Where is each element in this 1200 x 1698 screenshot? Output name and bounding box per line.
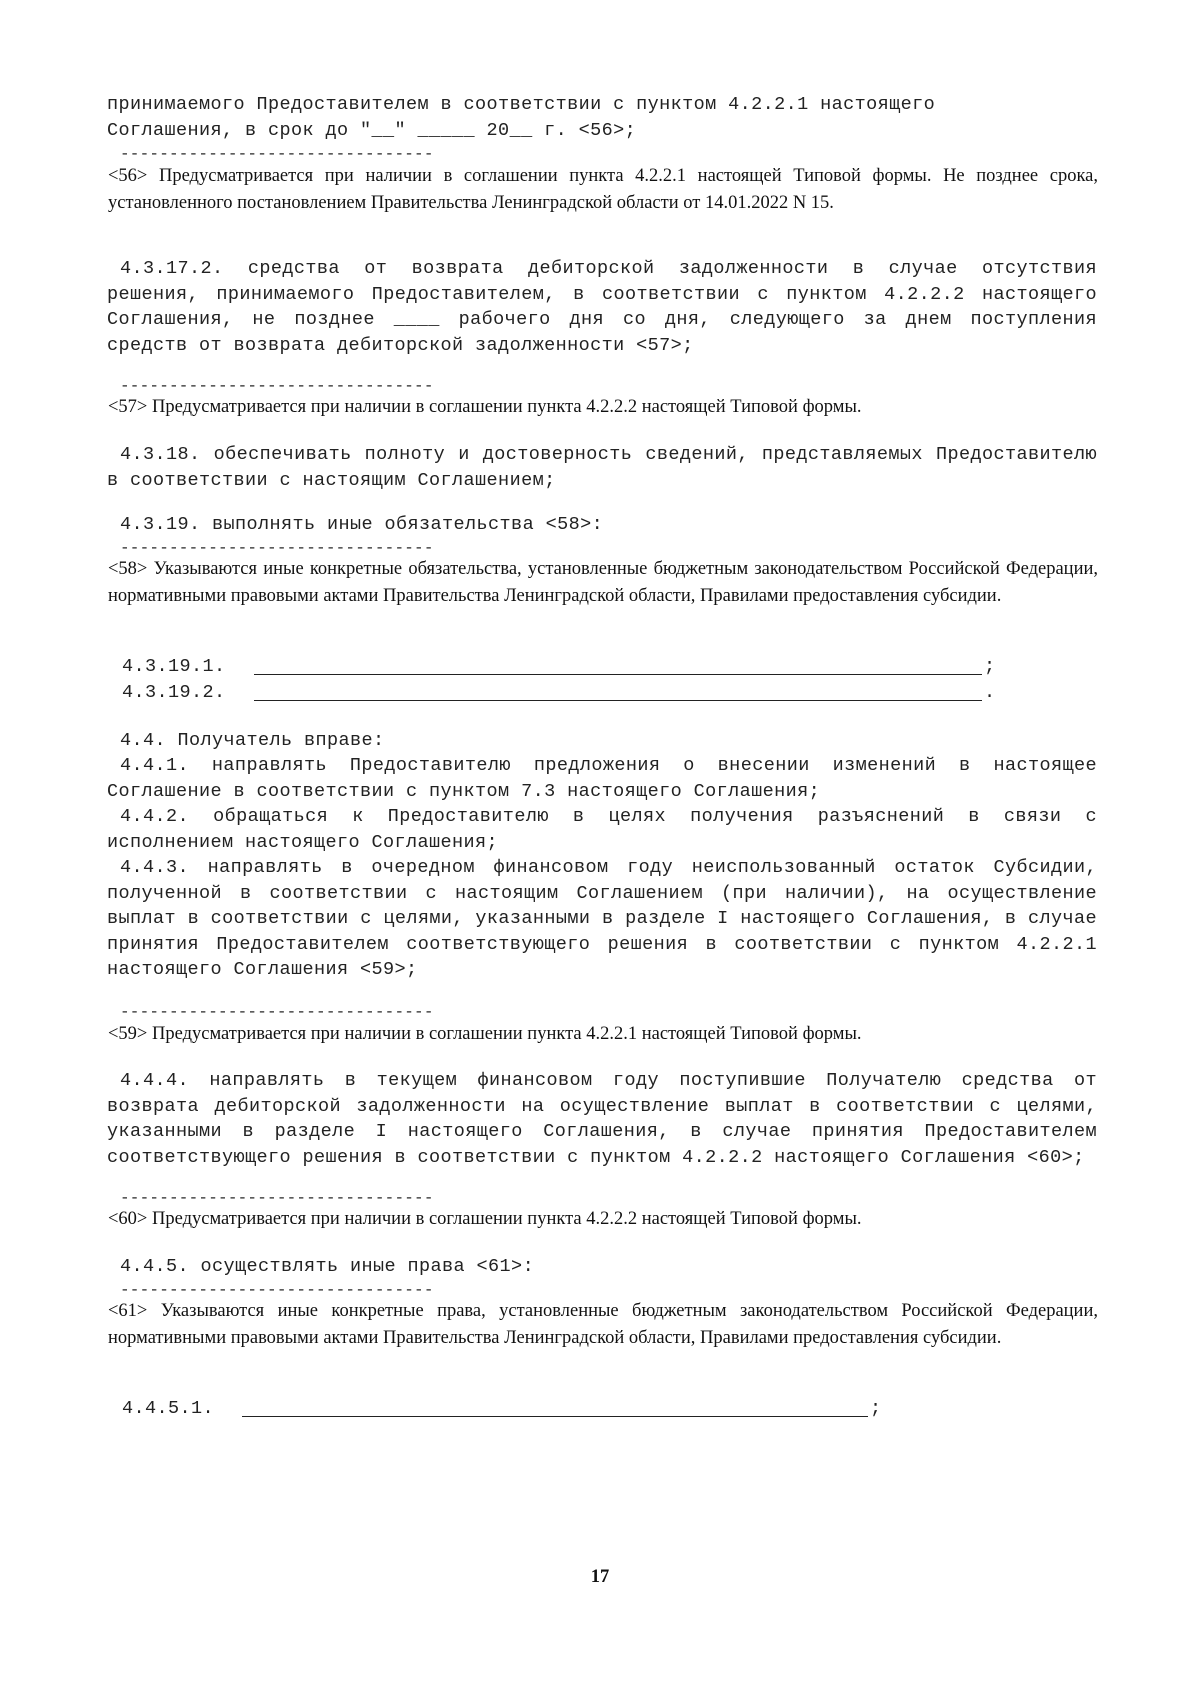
paragraph-4-4-5: 4.4.5. осуществлять иные права <61>: bbox=[120, 1256, 535, 1277]
paragraph-4-4-3: 4.4.3. направлять в очередном финансовом году неиспользованный остаток Субсидии, полученной в соответствии с настоящим Соглашением (при наличии), на осуществление выплат в соответствии с целями, указанными в разделе I настоящего Соглашения, в случае принятия Предоставителем соответствующего решения в соответствии с пунктом 4.2.2.1 настоящего Соглашения <59>; bbox=[107, 857, 1097, 980]
fill-row-4-3-19-2 bbox=[122, 680, 1082, 706]
paragraph-4-4-4: 4.4.4. направлять в текущем финансовом году поступившие Получателю средства от возврата дебиторской задолженности на осуществление выплат в соответствии с целями, указанными в разделе I настоящего Соглашения, в случае принятия Предоставителем соответствующего решения в соответствии с пунктом 4.2.2.2 настоящего Соглашения <60>; bbox=[107, 1070, 1097, 1168]
footnote-58: <58> Указываются иные конкретные обязательства, установленные бюджетным законодательством Российской Федерации, нормативными правовыми актами Правительства Ленинградской области, Правилами предоставления субсидии. bbox=[108, 559, 1098, 606]
footnote-59: <59> Предусматривается при наличии в соглашении пункта 4.2.2.1 настоящей Типовой формы. bbox=[108, 1024, 862, 1044]
paragraph-4-3-17-2: 4.3.17.2. средства от возврата дебиторской задолженности в случае отсутствия решения, принимаемого Предоставителем, в соответствии с пунктом 4.2.2.2 настоящего Соглашения, не позднее ____ рабочего дня со дня, следующего за днем поступления средств от возврата дебиторской задолженности <57>; bbox=[107, 258, 1097, 356]
footnote-separator: -------------------------------- bbox=[120, 146, 434, 162]
footnote-separator: -------------------------------- bbox=[120, 1190, 434, 1206]
fill-end: ; bbox=[984, 656, 996, 677]
footnote-separator: -------------------------------- bbox=[120, 1282, 434, 1298]
footnote-separator: -------------------------------- bbox=[120, 1004, 434, 1020]
page-number: 17 bbox=[590, 1567, 610, 1587]
footnote-56: <56> Предусматривается при наличии в соглашении пункта 4.2.2.1 настоящей Типовой формы. Не позднее срока, установленного постановлением Правительства Ленинградской области от 14.01.2022 N 15. bbox=[108, 166, 1098, 213]
fill-label: 4.3.19.1. bbox=[122, 656, 226, 677]
fill-row-4-4-5-1 bbox=[122, 1396, 882, 1422]
paragraph-4-3-19: 4.3.19. выполнять иные обязательства <58>: bbox=[120, 514, 604, 535]
paragraph-4-3-18: 4.3.18. обеспечивать полноту и достоверность сведений, представляемых Предоставителю в соответствии с настоящим Соглашением; bbox=[107, 444, 1097, 491]
paragraph-4-4: 4.4. Получатель вправе: bbox=[120, 730, 385, 751]
fill-end: . bbox=[984, 682, 996, 703]
blank-line bbox=[254, 700, 982, 701]
fill-label: 4.4.5.1. bbox=[122, 1398, 215, 1419]
fill-label: 4.3.19.2. bbox=[122, 682, 226, 703]
paragraph-4-4-2: 4.4.2. обращаться к Предоставителю в целях получения разъяснений в связи с исполнением настоящего Соглашения; bbox=[107, 806, 1097, 853]
blank-line bbox=[254, 674, 982, 675]
footnote-57: <57> Предусматривается при наличии в соглашении пункта 4.2.2.2 настоящей Типовой формы. bbox=[108, 397, 862, 417]
blank-line bbox=[242, 1416, 868, 1417]
fill-end: ; bbox=[870, 1398, 882, 1419]
paragraph-4-4-1: 4.4.1. направлять Предоставителю предложения о внесении изменений в настоящее Соглашение в соответствии с пунктом 7.3 настоящего Соглашения; bbox=[107, 755, 1097, 802]
footnote-separator: -------------------------------- bbox=[120, 378, 434, 394]
footnote-60: <60> Предусматривается при наличии в соглашении пункта 4.2.2.2 настоящей Типовой формы. bbox=[108, 1209, 862, 1229]
footnote-61: <61> Указываются иные конкретные права, установленные бюджетным законодательством Российской Федерации, нормативными правовыми актами Правительства Ленинградской области, Правилами предоставления субсидии. bbox=[108, 1301, 1098, 1348]
paragraph-continuation: принимаемого Предоставителем в соответствии с пунктом 4.2.2.1 настоящего Соглашения, в срок до "__" _____ 20__ г. <56>; bbox=[107, 94, 936, 141]
fill-row-4-3-19-1 bbox=[122, 654, 1082, 680]
footnote-separator: -------------------------------- bbox=[120, 540, 434, 556]
